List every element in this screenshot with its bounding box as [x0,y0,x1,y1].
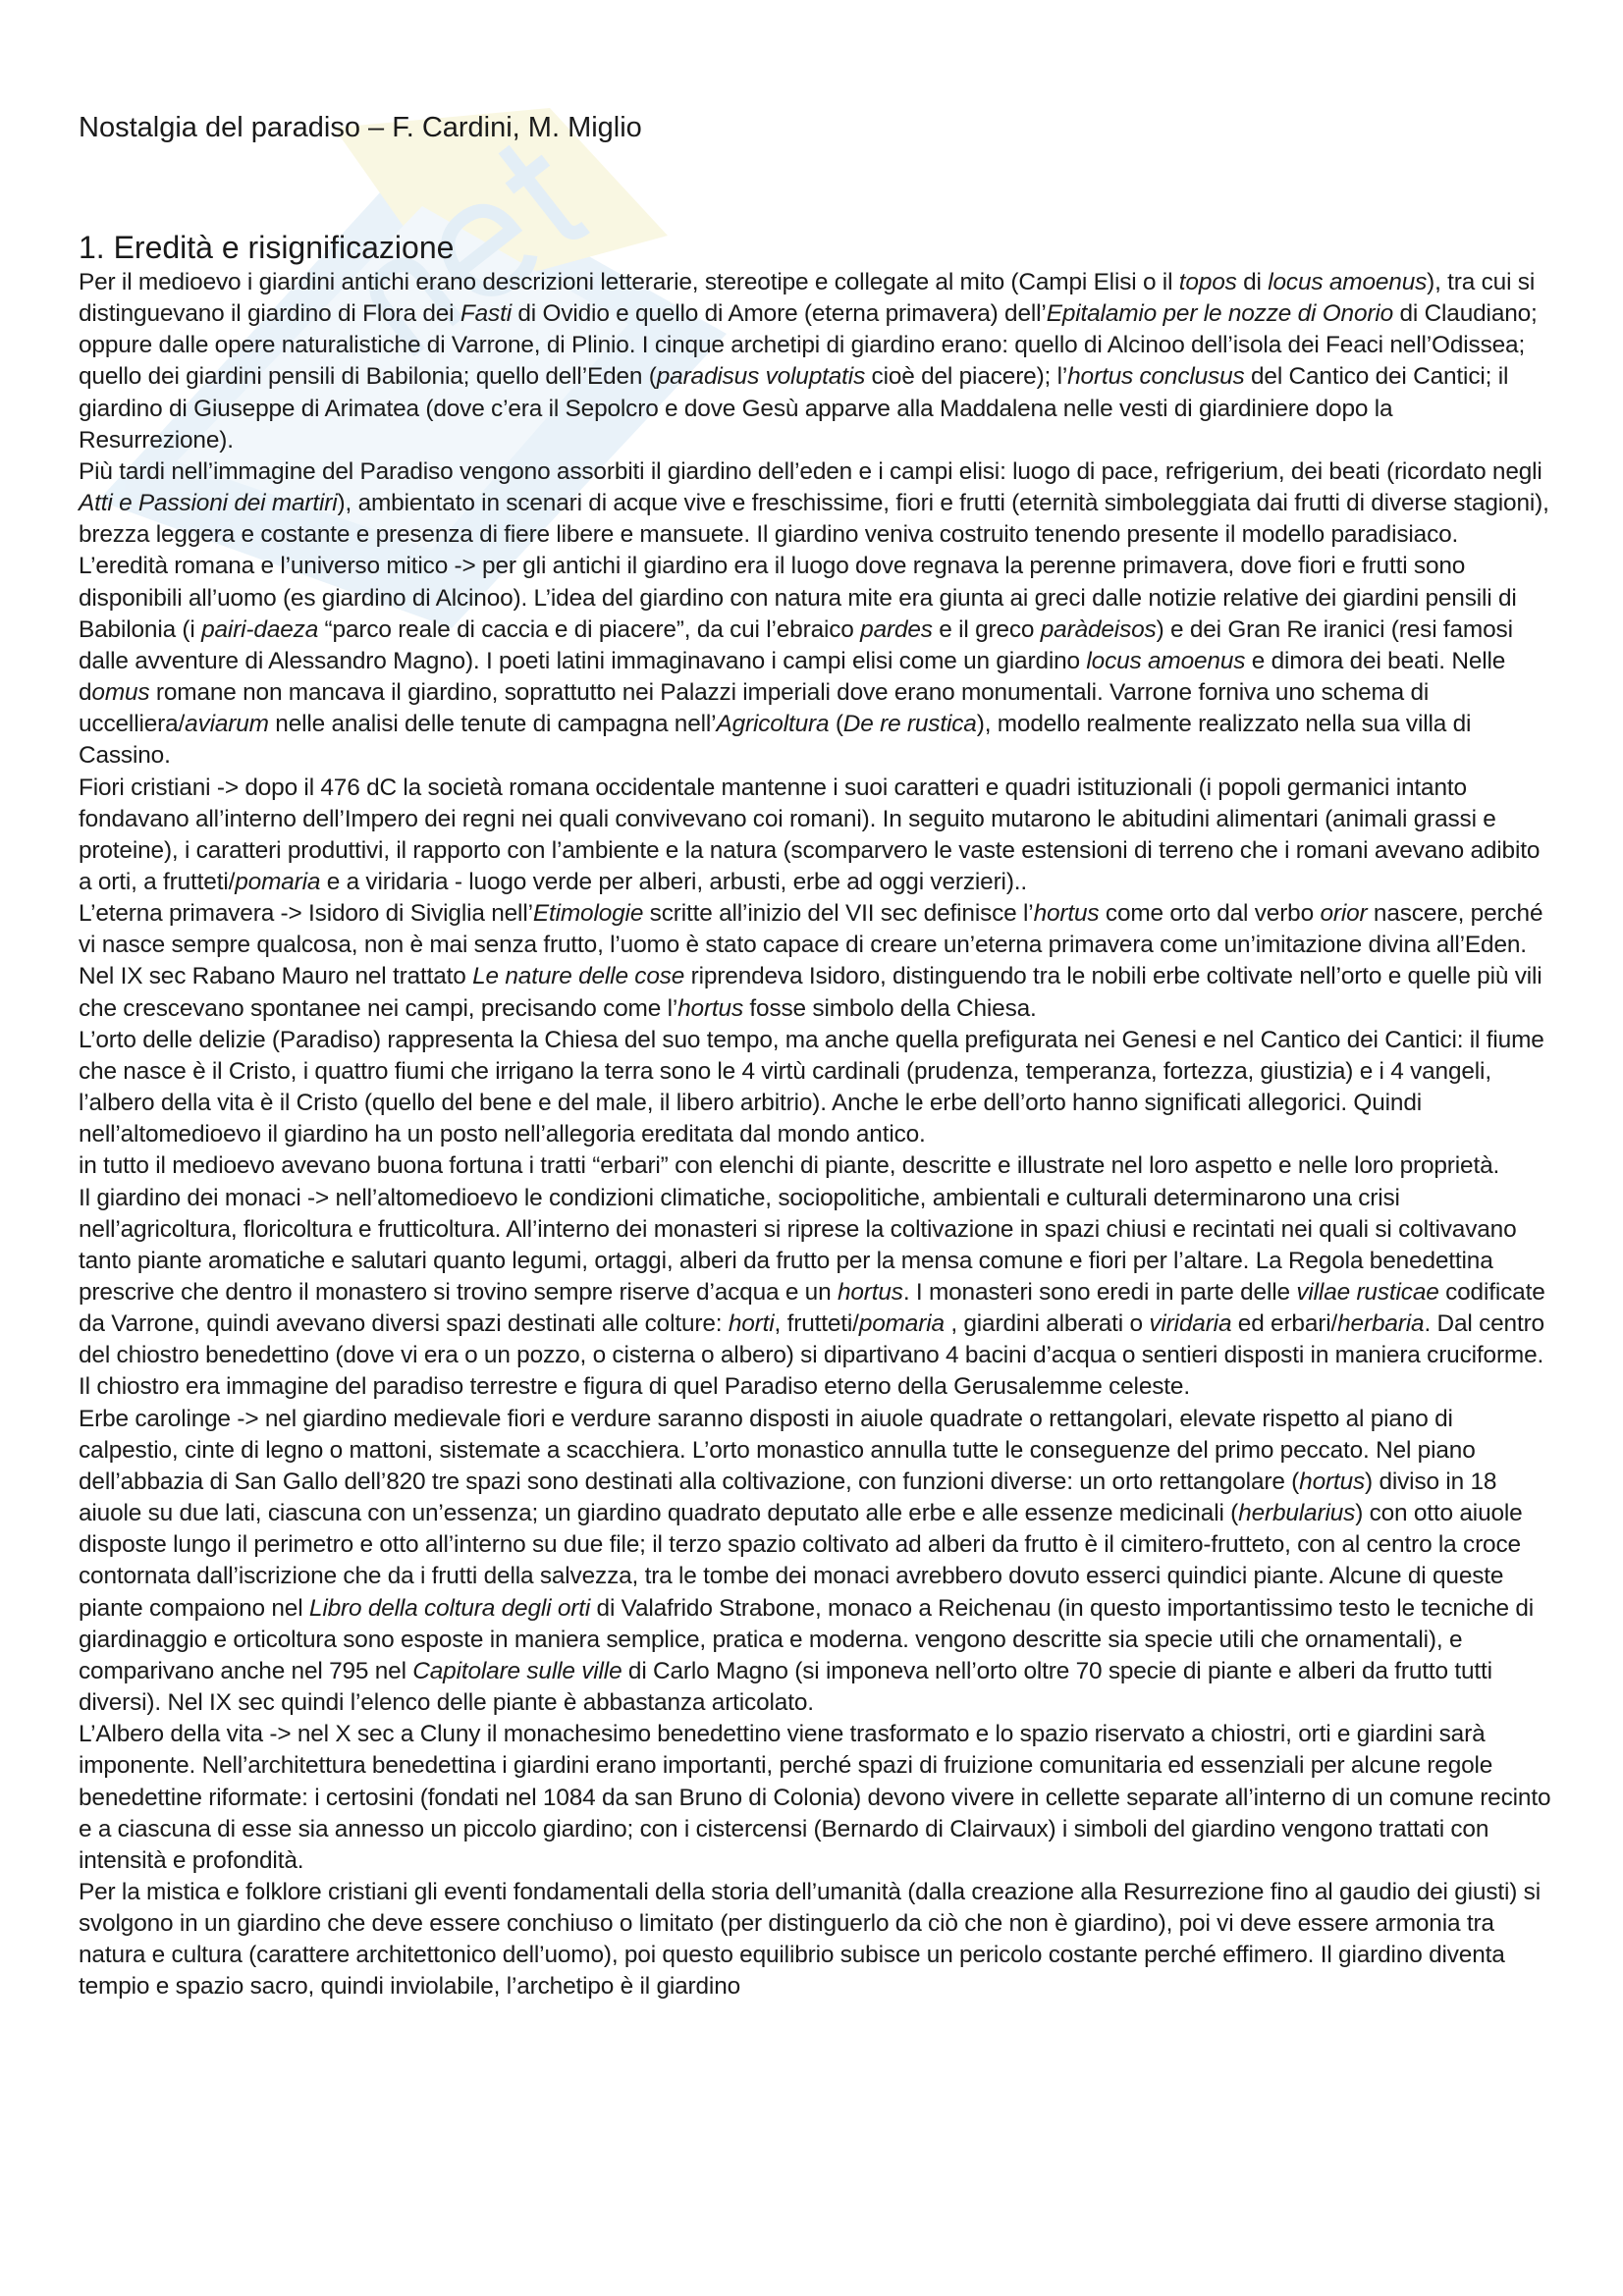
italic-text: hortus [1299,1468,1366,1495]
italic-text: hortus [1033,900,1100,928]
italic-text: locus amoenus [1086,647,1246,674]
text-run: codificate da Varrone, quindi avevano diversi spazi destinati alle colture: [79,1279,1545,1338]
italic-text: Libro della coltura degli orti [308,1594,591,1622]
italic-text: horti [728,1310,775,1338]
text-run: Erbe carolinge -> nel giardino medievale fiori e verdure saranno disposti in aiuole quadrate o rettangolari, elevate rispetto al piano di calpestio, cinte di legno o mattoni, sistemate a scacchiera. L’orto monastico annulla tutte le conseguenze del primo peccato. Nel piano dell’abbazia di San Gallo dell’820 tre spazi sono destinati alla coltivazione, con funzioni diverse: un orto rettangolare ( [79,1405,1476,1495]
paragraph [79,1877,1551,2003]
text-run: L’orto delle delizie (Paradiso) rappresenta la Chiesa del suo tempo, ma anche quella prefigurata nei Genesi e nel Cantico dei Cantici: il fiume che nasce è il Cristo, i quattro fiumi che irrigano la terra sono le 4 virtù cardinali (prudenza, temperanza, fortezza, giustizia) e i 4 vangeli, l’albero della vita è il Cristo (quello del bene e del male, il libero arbitrio). Anche le erbe dell’orto hanno significati allegorici. Quindi nell’altomedioevo il giardino ha un posto nell’allegoria ereditata dal mondo antico. [79,1026,1544,1148]
paragraph [79,773,1551,899]
italic-text: Etimologie [532,900,644,928]
text-run: L’Albero della vita -> nel X sec a Cluny il monachesimo benedettino viene trasformato e lo spazio riservato a chiostri, orti e giardini sarà imponente. Nell’architettura benedettina i giardini erano importanti, perché spazi di fruizione comunitaria ed essenziali per alcune regole benedettine riformate: i certosini (fondati nel 1084 da san Bruno di Colonia) devono vivere in cellette separate all’interno di un comune recinto e a ciascuna di esse sia annesso un piccolo giardino; con i cistercensi (Bernardo di Clairvaux) i simboli del giardino vengono trattati con intensità e profondità. [79,1721,1551,1874]
text-run: Per la mistica e folklore cristiani gli eventi fondamentali della storia dell’umanità (dalla creazione alla Resurrezione fino al gaudio dei giusti) si svolgono in un giardino che deve essere conchiuso o limitato (per distinguerlo da ciò che non è giardino), poi vi deve essere armonia tra natura e cultura (carattere architettonico dell’uomo), poi questo equilibrio subisce un pericolo costante perché effimero. Il giardino diventa tempio e spazio sacro, quindi inviolabile, l’archetipo è il giardino [79,1878,1541,2001]
text-run: e il greco [932,615,1041,643]
italic-text: omus [91,679,150,707]
text-run: e a viridaria - luogo verde per alberi, arbusti, erbe ad oggi verzieri).. [320,868,1028,895]
italic-text: herbaria [1337,1310,1425,1338]
paragraph [79,898,1551,961]
paragraph [79,456,1551,551]
italic-text: hortus [677,994,743,1022]
italic-text: paràdeisos [1040,615,1157,643]
text-run: , frutteti/ [774,1310,859,1338]
text-run: ) diviso in 18 aiuole su due lati, ciascuna con un’essenza; un giardino quadrato deputato alle erbe e alle essenze medicinali ( [79,1468,1497,1527]
italic-text: pairi-daeza [201,615,319,643]
text-run: ed erbari/ [1231,1310,1338,1338]
italic-text: villae rusticae [1296,1279,1439,1306]
text-run: di Ovidio e quello di Amore (eterna primavera) dell’ [511,300,1047,328]
italic-text: Fasti [460,300,512,328]
paragraph [79,551,1551,772]
italic-text: orior [1320,900,1368,928]
text-run: riprendeva Isidoro, distinguendo tra le nobili erbe coltivate nell’orto e quelle più vili che crescevano spontanee nei campi, precisando come l’ [79,963,1542,1022]
italic-text: paradisus voluptatis [656,363,866,391]
text-run: . I monasteri sono eredi in parte delle [902,1279,1297,1306]
text-run: ) con otto aiuole disposte lungo il perimetro e otto all’interno su due file; il terzo spazio coltivato ad alberi da frutto è il cimitero-frutteto, con al centro la croce contornata dall’iscrizione che da i frutti della salvezza, tra le tombe dei monaci avrebbero dovuto esserci quindici piante. Alcune di queste piante compaiono nel [79,1500,1523,1622]
text-run: nascere, perché vi nasce sempre qualcosa, non è mai senza frutto, l’uomo è stato capace di creare un’eterna primavera come un’imitazione divina all’Eden. [79,900,1543,959]
document-title: Nostalgia del paradiso – F. Cardini, M. Miglio [79,112,642,143]
italic-text: Capitolare sulle ville [412,1657,622,1684]
text-run: come orto dal verbo [1099,900,1321,928]
text-run: in tutto il medioevo avevano buona fortuna i tratti “erbari” con elenchi di piante, descritte e illustrate nel loro aspetto e nelle loro proprietà. [79,1152,1500,1180]
text-run: ), modello realmente realizzato nella sua villa di Cassino. [79,711,1472,770]
text-run: ), tra cui si distinguevano il giardino di Flora dei [79,269,1536,328]
text-run: scritte all’inizio del VII sec definisce l’ [643,900,1034,928]
italic-text: pomaria [235,868,321,895]
italic-text: Agricoltura [716,711,830,738]
text-run: Per il medioevo i giardini antichi erano descrizioni letterarie, stereotipe e collegate al mito (Campi Elisi o il [79,269,1179,295]
text-run: di Claudiano; oppure dalle opere naturalistiche di Varrone, di Plinio. I cinque archetipi di giardino erano: quello di Alcinoo dell’isola dei Feaci nell’Odissea; quello dei giardini pensili di Babilonia; quello dell’Eden ( [79,300,1538,391]
text-run: ), ambientato in scenari di acque vive e freschissime, fiori e frutti (eternità simboleggiata dai frutti di diverse stagioni), brezza leggera e costante e presenza di fiere libere e mansuete. Il giardino veniva costruito tenendo presente il modello paradisiaco. [79,490,1549,549]
italic-text: herbularius [1238,1500,1356,1527]
text-run: fosse simbolo della Chiesa. [743,994,1037,1022]
paragraph [79,267,1551,456]
paragraph [79,1404,1551,1720]
italic-text: pardes [860,615,933,643]
paragraph [79,1150,1551,1182]
text-run: romane non mancava il giardino, soprattutto nei Palazzi imperiali dove erano monumentali. Varrone forniva uno schema di uccelliera/ [79,679,1430,738]
text-run: del Cantico dei Cantici; il giardino di Giuseppe di Arimatea (dove c’era il Sepolcro e dove Gesù apparve alla Maddalena nelle vesti di giardiniere dopo la Resurrezione). [79,363,1509,454]
section-heading: 1. Eredità e risignificazione [79,230,455,265]
text-run: nelle analisi delle tenute di campagna nell’ [268,711,717,738]
italic-text: Epitalamio per le nozze di Onorio [1046,300,1394,328]
text-run: cioè del piacere); l’ [865,363,1068,391]
text-run: Il giardino dei monaci -> nell’altomedioevo le condizioni climatiche, sociopolitiche, ambientali e culturali determinarono una crisi nell’agricoltura, floricoltura e frutticoltura. All’interno dei monasteri si riprese la coltivazione in spazi chiusi e recintati nei quali si coltivavano tanto piante aromatiche e salutari quanto legumi, ortaggi, alberi da frutto per la mensa comune e fiori per l’altare. La Regola benedettina prescrive che dentro il monastero si trovino sempre riserve d’acqua e un [79,1184,1517,1306]
italic-text: locus amoenus [1268,269,1428,295]
text-run: ) e dei Gran Re iranici (resi famosi dalle avventure di Alessandro Magno). I poeti latini immaginavano i campi elisi come un giardino [79,615,1513,674]
text-run: di Carlo Magno (si imponeva nell’orto oltre 70 specie di piante e alberi da frutto tutti diversi). Nel IX sec quindi l’elenco delle piante è abbastanza articolato. [79,1657,1492,1717]
italic-text: topos [1178,269,1237,295]
italic-text: Atti e Passioni dei martiri [79,490,338,517]
paragraph [79,1719,1551,1877]
text-run: Più tardi nell’immagine del Paradiso vengono assorbiti il giardino dell’eden e i campi elisi: luogo di pace, refrigerium, dei beati (ricordato negli [79,457,1542,485]
italic-text: viridaria [1149,1310,1232,1338]
italic-text: aviarum [185,711,269,738]
document-page [79,108,1551,2003]
italic-text: Le nature delle cose [472,963,685,990]
text-run: L’eredità romana e l’universo mitico -> per gli antichi il giardino era il luogo dove regnava la perenne primavera, dove fiori e frutti sono disponibili all’uomo (es giardino di Alcinoo). L’idea del giardino con natura mite era giunta ai greci dalle notizie relative dei giardini pensili di Babilonia (i [79,553,1517,643]
italic-text: pomaria [858,1310,945,1338]
text-run: ( [829,711,843,738]
text-run: Fiori cristiani -> dopo il 476 dC la società romana occidentale mantenne i suoi caratteri e quadri istituzionali (i popoli germanici intanto fondavano all’interno dell’Impero dei regni nei quali convivevano coi romani). In seguito mutarono le abitudini alimentari (animali grassi e proteine), i caratteri produttivi, il rapporto con l’ambiente e la natura (scomparvero le vaste estensioni di terreno che i romani avevano adibito a orti, a frutteti/ [79,774,1541,895]
text-run: di Valafrido Strabone, monaco a Reichenau (in questo importantissimo testo le tecniche di giardinaggio e orticoltura sono esposte in maniera semplice, pratica e moderna. vengono descritte sia specie utili che ornamentali), e comparivano anche nel 795 nel [79,1594,1535,1684]
body-text [79,267,1551,2003]
text-run: Nel IX sec Rabano Mauro nel trattato [79,963,473,990]
paragraph [79,1025,1551,1151]
text-run: , giardini alberati o [944,1310,1150,1338]
italic-text: hortus [837,1279,903,1306]
text-run: “parco reale di caccia e di piacere”, da cui l’ebraico [318,615,861,643]
text-run: . Dal centro del chiostro benedettino (dove vi era o un pozzo, o cisterna o albero) si dipartivano 4 bacini d’acqua o sentieri disposti in maniera cruciforme. Il chiostro era immagine del paradiso terrestre e figura di quel Paradiso eterno della Gerusalemme celeste. [79,1310,1544,1401]
paragraph [79,1183,1551,1404]
paragraph [79,961,1551,1024]
italic-text: De re rustica [842,711,977,738]
text-run: L’eterna primavera -> Isidoro di Siviglia nell’ [79,900,533,928]
text-run: e dimora dei beati. Nelle d [79,647,1506,707]
italic-text: hortus conclusus [1067,363,1245,391]
text-run: di [1236,269,1269,295]
